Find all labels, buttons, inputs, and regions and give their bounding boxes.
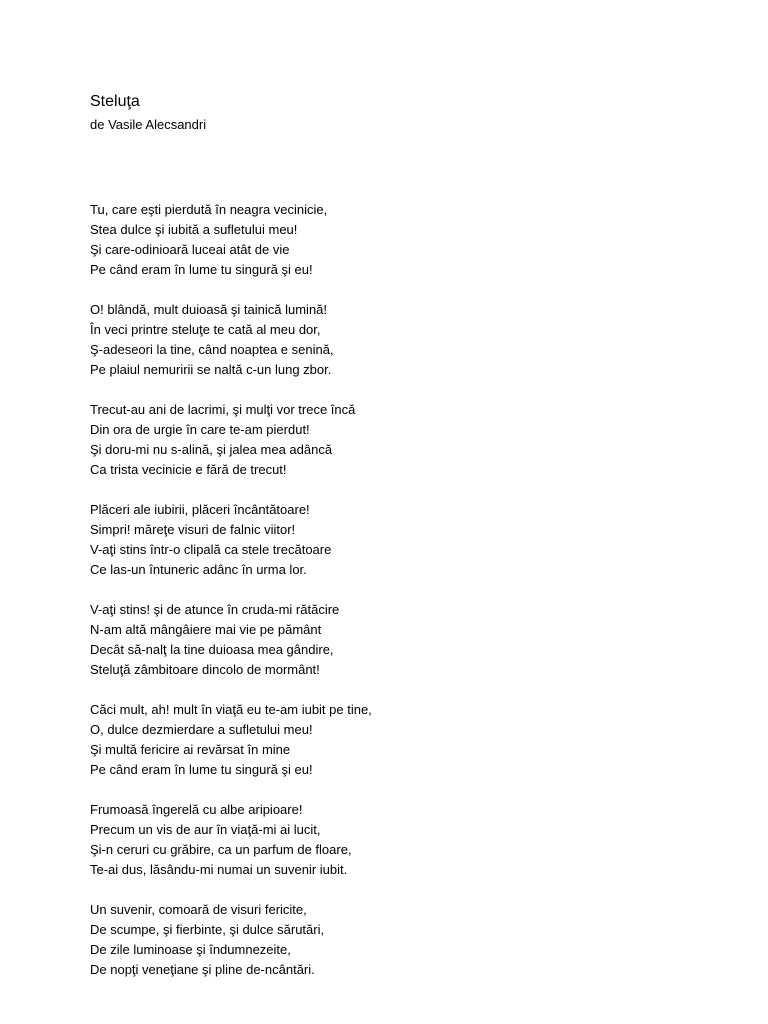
poem-line: N-am altă mângâiere mai vie pe pământ xyxy=(90,622,322,637)
poem-line: Şi multă fericire ai revărsat în mine xyxy=(90,742,291,757)
poem-line: V-aţi stins! şi de atunce în cruda-mi rătăcire xyxy=(90,602,340,617)
poem-author: de Vasile Alecsandri xyxy=(90,117,207,132)
poem-title: Steluţa xyxy=(90,93,140,110)
poem-line: Tu, care eşti pierdută în neagra vecinicie, xyxy=(90,202,328,217)
stanza xyxy=(90,700,690,780)
poem-body xyxy=(90,200,690,1000)
poem-line: Şi doru-mi nu s-alină, şi jalea mea adâncă xyxy=(90,442,333,457)
poem-line: Simpri! măreţe visuri de falnic viitor! xyxy=(90,522,296,537)
stanza xyxy=(90,900,690,980)
poem-line: Din ora de urgie în care te-am pierdut! xyxy=(90,422,310,437)
poem-line: O! blândă, mult duioasă şi tainică lumină! xyxy=(90,302,328,317)
poem-line: Pe când eram în lume tu singură şi eu! xyxy=(90,262,313,277)
poem-line: Frumoasă îngerelă cu albe aripioare! xyxy=(90,802,303,817)
stanza xyxy=(90,600,690,680)
poem-line: O, dulce dezmierdare a sufletului meu! xyxy=(90,722,313,737)
poem-line: Te-ai dus, lăsându-mi numai un suvenir iubit. xyxy=(90,862,348,877)
stanza xyxy=(90,400,690,480)
stanza xyxy=(90,200,690,280)
poem-line: Ce las-un întuneric adânc în urma lor. xyxy=(90,562,307,577)
poem-line: Căci mult, ah! mult în viaţă eu te-am iubit pe tine, xyxy=(90,702,372,717)
poem-line: Ş-adeseori la tine, când noaptea e senină, xyxy=(90,342,334,357)
poem-line: Stea dulce şi iubită a sufletului meu! xyxy=(90,222,298,237)
poem-line: Pe plaiul nemuririi se naltă c-un lung zbor. xyxy=(90,362,332,377)
stanza xyxy=(90,300,690,380)
poem-line: De zile luminoase şi îndumnezeite, xyxy=(90,942,291,957)
poem-line: Steluţă zâmbitoare dincolo de mormânt! xyxy=(90,662,320,677)
poem-line: Pe când eram în lume tu singură şi eu! xyxy=(90,762,313,777)
poem-line: Plăceri ale iubirii, plăceri încântătoare! xyxy=(90,502,310,517)
poem-line: Precum un vis de aur în viaţă-mi ai lucit, xyxy=(90,822,321,837)
stanza xyxy=(90,500,690,580)
poem-line: Ca trista vecinicie e fără de trecut! xyxy=(90,462,287,477)
stanza xyxy=(90,800,690,880)
poem-line: Şi care-odinioară luceai atât de vie xyxy=(90,242,290,257)
poem-line: Şi-n ceruri cu grăbire, ca un parfum de floare, xyxy=(90,842,352,857)
poem-line: Un suvenir, comoară de visuri fericite, xyxy=(90,902,307,917)
poem-line: Decât să-nalţ la tine duioasa mea gândire, xyxy=(90,642,334,657)
poem-line: În veci printre steluţe te cată al meu dor, xyxy=(90,322,321,337)
poem-line: V-aţi stins într-o clipală ca stele trecătoare xyxy=(90,542,332,557)
poem-line: De nopţi veneţiane şi pline de-ncântări. xyxy=(90,962,315,977)
poem-line: Trecut-au ani de lacrimi, şi mulţi vor trece încă xyxy=(90,402,356,417)
poem-line: De scumpe, şi fierbinte, şi dulce sărutări, xyxy=(90,922,325,937)
